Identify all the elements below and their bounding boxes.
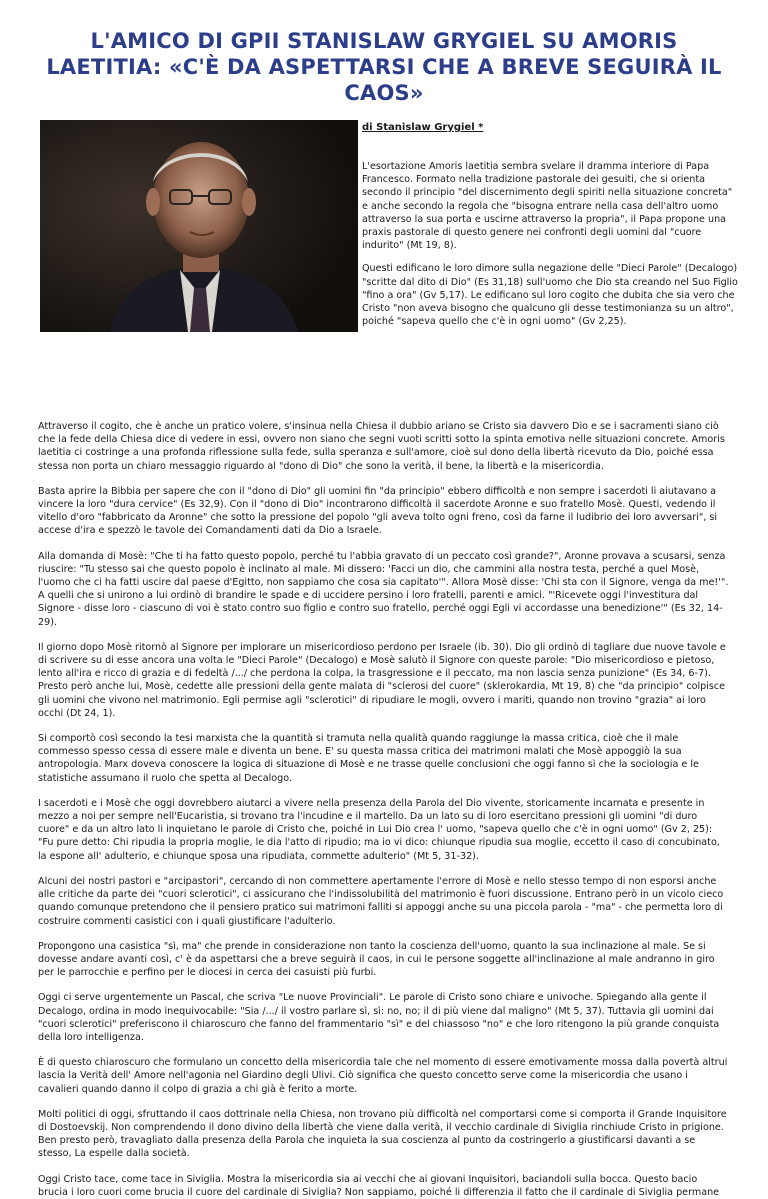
article-title: L'AMICO DI GPII STANISLAW GRYGIEL SU AMORIS LAETITIA: «C'È DA ASPETTARSI CHE A BREVE SEGUIRÀ IL CAOS»: [46, 29, 722, 105]
portrait-image: [40, 120, 358, 332]
author-photo: [40, 120, 358, 332]
body-paragraph: Alcuni dei nostri pastori e "arcipastori", cercando di non commettere apertamente l'errore di Mosè e nello stesso tempo di non esporsi anche alle critiche da parte dei "cuori sclerotici", ci assicurano che l'indissolubilità del matrimonio è fuori discussione. Entrano però in un vicolo cieco quando comunque pretendono che il pensiero pratico sui matrimoni falliti si appoggi anche su una piccola parola - "ma" - che permetta loro di costruire commenti casistici con i quali giustificare l'adulterio.: [38, 875, 724, 927]
body-paragraph: Propongono una casistica "sì, ma" che prende in considerazione non tanto la coscienza dell'uomo, quanto la sua inclinazione al male. Se si dovesse andare avanti così, c' è da aspettarsi che a breve seguirà il caos, in cui le persone soggette all'inclinazione al male andranno in giro per le parrocchie e perfino per le diocesi in cerca dei casuisti più furbi.: [38, 940, 715, 979]
body-paragraph: Molti politici di oggi, sfruttando il caos dottrinale nella Chiesa, non trovano più difficoltà nel comportarsi come si comporta il Grande Inquisitore di Dostoevskij. Non comprendendo il dono divino della libertà che viene dalla verità, il vecchio cardinale di Siviglia rinchiude Cristo in prigione. Ben presto però, travagliato dalla presenza della Parola che inquieta la sua coscienza al punto da costringerlo a giustificarsi davanti a se stesso, La espelle dalla società.: [38, 1108, 727, 1160]
body-paragraph: Attraverso il cogito, che è anche un pratico volere, s'insinua nella Chiesa il dubbio ariano se Cristo sia davvero Dio e se i sacramenti siano ciò che la fede della Chiesa dice di vedere in essi, ovvero non siano che segni vuoti scritti sotto la spinta emotiva nelle situazioni concrete. Amoris laetitia ci costringe a una profonda riflessione sulla fede, sulla speranza e sull'amore, cioè sul dono della libertà ricevuto da Dio, poiché essa stessa non porta un chiaro messaggio riguardo al "dono di Dio" che sono la verità, il bene, la libertà e la misericordia.: [38, 421, 725, 472]
body-paragraph: Oggi Cristo tace, come tace in Siviglia. Mostra la misericordia sia ai vecchi che ai giovani Inquisitori, baciandoli sulla bocca. Questo bacio brucia i loro cuori come brucia il cuore del cardinale di Siviglia? Non sappiamo, poiché li differenzia il fatto che il cardinale di Siviglia permane: [38, 1173, 720, 1198]
body-paragraph: Alla domanda di Mosè: "Che ti ha fatto questo popolo, perché tu l'abbia gravato di un peccato così grande?", Aronne provava a scusarsi, senza riuscire: "Tu stesso sai che questo popolo è inclinato al male. Mi dissero: 'Facci un dio, che cammini alla nostra testa, perché a quel Mosè, l'uomo che ci ha fatti uscire dal paese d'Egitto, non sappiamo che cosa sia capitato'". Allora Mosè disse: 'Chi sta con il Signore, venga da me!'". A quelli che si unirono a lui ordinò di brandire le spade e di uccidere persino i loro fratelli, parenti e amici. "'Ricevete oggi l'investitura dal Signore - disse loro - ciascuno di voi è stato contro suo figlio e contro suo fratello, perché oggi Egli vi accordasse una benedizione'" (Es 32, 14-29).: [38, 550, 729, 628]
author-byline: di Stanislaw Grygiel *: [362, 122, 484, 133]
article-body: [38, 420, 730, 1199]
intro-text: [362, 160, 740, 338]
intro-paragraph: Questi edificano le loro dimore sulla negazione delle "Dieci Parole" (Decalogo) "scritte dal dito di Dio" (Es 31,18) sull'uomo che Dio sta creando nel Suo Figlio "fino a ora" (Gv 5,17). Le edificano sul loro cogito che dubita che sia vero che Cristo "non aveva bisogno che qualcuno gli desse testimonianza su un altro", poiché "sapeva quello che c'è in ogni uomo" (Gv 2,25).: [362, 263, 738, 328]
body-paragraph: Si comportò così secondo la tesi marxista che la quantità si tramuta nella qualità quando raggiunge la massa critica, cioè che il male commesso spesso cessa di essere male e diventa un bene. E' su questa massa critica dei matrimoni malati che Mosè appoggiò la sua antropologia. Marx doveva conoscere la logica di situazione di Mosè e ne trasse quelle conclusioni che oggi fanno sì che la sociologia e le statistiche assumano il ruolo che spetta al Decalogo.: [38, 733, 699, 784]
body-paragraph: Oggi ci serve urgentemente un Pascal, che scriva "Le nuove Provinciali". Le parole di Cristo sono chiare e univoche. Spiegando alla gente il Decalogo, ordina in modo inequivocabile: "Sia /.../ il vostro parlare sì, sì: no, no; il di più viene dal maligno" (Mt 5, 37). Tuttavia gli uomini dai "cuori sclerotici" preferiscono il chiaroscuro che fanno del frammentario "sì" e del chiassoso "no" e che loro ritengono la più grande conquista della loro intelligenza.: [38, 992, 720, 1043]
body-paragraph: Il giorno dopo Mosè ritornò al Signore per implorare un misericordioso perdono per Israele (ib. 30). Dio gli ordinò di tagliare due nuove tavole e di scrivere su di esse ancora una volta le "Dieci Parole" (Decalogo) e Mosè salutò il Signore con queste parole: "Dio misericordioso e pietoso, lento all'ira e ricco di grazia e di fedeltà /.../ che perdona la colpa, la trasgressione e il peccato, ma non lascia senza punizione" (Es 34, 6-7). Presto però anche lui, Mosè, cedette alle pressioni della gente malata di "sclerosi del cuore" (sklerokardia, Mt 19, 8) che "da principio" colpisce gli uomini che vivono nel matrimonio. Egli permise agli "sclerotici" di ripudiare le mogli, ovvero i mariti, quando non trovino "grazia" ai loro occhi (Dt 24, 1).: [38, 641, 726, 719]
body-paragraph: I sacerdoti e i Mosè che oggi dovrebbero aiutarci a vivere nella presenza della Parola del Dio vivente, storicamente incarnata e presente in mezzo a noi per sempre nell'Eucaristia, si trovano tra l'incudine e il martello. Da un lato su di loro esercitano pressioni gli uomini "di duro cuore" e da un altro lato li inquietano le parole di Cristo che, poiché in Lui Dio crea l' uomo, "sapeva quello che c'è in ogni uomo" (Gv 2, 25): "Fu pure detto: Chi ripudia la propria moglie, le dia l'atto di ripudio; ma io vi dico: chiunque ripudia sua moglie, eccetto il caso di concubinato, la espone all' adulterio, e chiunque sposa una ripudiata, commette adulterio" (Mt 5, 31-32).: [38, 797, 720, 862]
body-paragraph: Basta aprire la Bibbia per sapere che con il "dono di Dio" gli uomini fin "da principio" ebbero difficoltà e non sempre i sacerdoti li aiutavano a vincere la loro "dura cervice" (Es 32,9). Con il "dono di Dio" incontrarono difficoltà il sacerdote Aronne e suo fratello Mosè. Questi, vedendo il vitello d'oro "fabbricato da Aronne" che sotto la pressione del popolo "gli aveva tolto ogni freno, così da farne il ludibrio dei loro avversari", si accese d'ira e spezzò le tavole dei Comandamenti dati da Dio a Israele.: [38, 485, 718, 537]
body-paragraph: È di questo chiaroscuro che formulano un concetto della misericordia tale che nel momento di essere emotivamente mossa dalla povertà altrui lascia la Verità dell' Amore nell'agonia nel Giardino degli Ulivi. Ciò significa che questo concetto serve come la misericordia che usano i cavalieri quando danno il colpo di grazia a chi già è ferito a morte.: [38, 1057, 728, 1095]
article-header: [30, 120, 738, 420]
intro-paragraph: L'esortazione Amoris laetitia sembra svelare il dramma interiore di Papa Francesco. Formato nella tradizione pastorale dei gesuiti, che si orienta secondo il principio "del discernimento degli spiriti nella situazione concreta" e anche secondo la regola che "bisogna entrare nella casa dell'altro uomo attraverso la sua porta e uscirne attraverso la propria", il Papa propone una praxis pastorale di questo genere nei confronti degli uomini dal "cuore indurito" (Mt 19, 8).: [362, 161, 733, 252]
